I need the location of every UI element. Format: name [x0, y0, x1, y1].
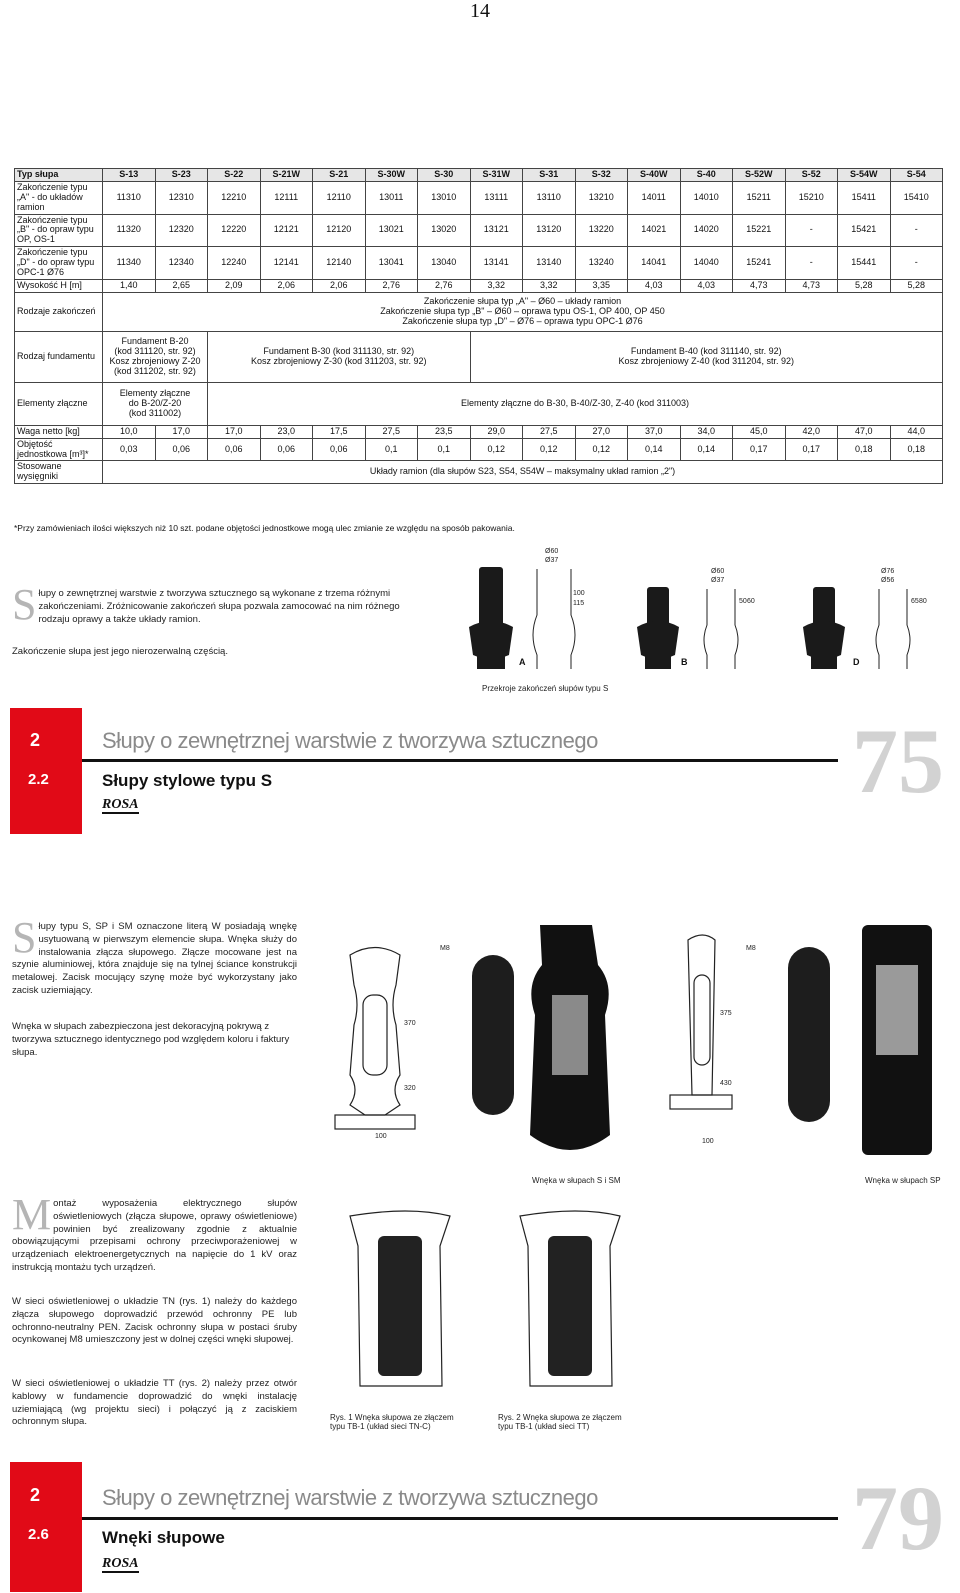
foundation-row [15, 331, 943, 382]
table-cell: 0,12 [470, 438, 523, 461]
table-cell: 12141 [260, 247, 313, 280]
row-header: Stosowane wysięgniki [15, 461, 103, 484]
dim-b4: 60 [747, 598, 755, 605]
column-header: S-21W [260, 169, 313, 182]
logo-text-79: ROSA [102, 1556, 139, 1571]
column-header: S-31 [523, 169, 576, 182]
table-cell: 29,0 [470, 425, 523, 438]
connector-figure-1 [378, 1236, 422, 1376]
table-cell: 13020 [418, 214, 471, 247]
table-cell: 47,0 [838, 425, 891, 438]
table-cell: 17,0 [155, 425, 208, 438]
table-cell: 45,0 [733, 425, 786, 438]
table-cell: 0,18 [838, 438, 891, 461]
table-cell: 13110 [523, 181, 576, 214]
assembly-paragraph-2: W sieci oświetleniowej o układzie TN (rys. 1) należy do każdego złącza słupowego doprowadzić przewód ochronny PE lub ochronno-neutralny PEN. Zacisk ochronny słupa w postaci śruby ocynkowanej M8 umieszczony jest w dolnej części wnęki słupowej. [12, 1296, 297, 1346]
brackets-row [15, 461, 943, 484]
table-cell: 12210 [208, 181, 261, 214]
section-rule-79 [82, 1517, 838, 1520]
assembly-paragraph-1: ontaż wyposażenia elektrycznego słupów oświetleniowych (złącza słupowe, oprawy oświetleniowe) powinien być zrealizowany zgodnie z aktualnie obowiązującymi przepisami ochrony przeciwporażeniowej w urządzeniach elektroenergetycznych na napięcie do 1 kV oraz instrukcją montażu tych urządzeń. [12, 1198, 297, 1274]
table-cell: 12120 [313, 214, 366, 247]
logo-text-75: ROSA [102, 797, 139, 812]
cover-s [472, 955, 514, 1115]
dim-b2: Ø37 [711, 577, 725, 584]
column-header: S-13 [103, 169, 156, 182]
dim-b1: Ø60 [711, 568, 725, 575]
table-cell: 14010 [680, 181, 733, 214]
dim-b3: 50 [739, 598, 747, 605]
column-header: S-30 [418, 169, 471, 182]
table-cell: 13210 [575, 181, 628, 214]
table-cell: - [890, 214, 943, 247]
intro-text [12, 580, 412, 629]
ending-line: Zakończenie słupa typ „D" – Ø76 – oprawa typu OPC-1 Ø76 [402, 315, 643, 326]
row-header: Zakończenie typu „B" - do opraw typu OP, OS-1 [15, 214, 103, 247]
table-cell: 0,12 [523, 438, 576, 461]
table-cell: 13041 [365, 247, 418, 280]
column-header: S-23 [155, 169, 208, 182]
assembly-text [12, 1190, 297, 1275]
table-cell: 34,0 [680, 425, 733, 438]
connect-b20 [103, 382, 208, 425]
table-cell: 14041 [628, 247, 681, 280]
label-a: A [519, 657, 526, 667]
dim-d4: 80 [919, 598, 927, 605]
table-cell: 14040 [680, 247, 733, 280]
table-cell: 13040 [418, 247, 471, 280]
table-cell: 15210 [785, 181, 838, 214]
table-cell: 3,32 [470, 279, 523, 292]
ending-line: Zakończenie słupa typ „A" – Ø60 – układy ramion [423, 295, 622, 306]
table-cell: 14020 [680, 214, 733, 247]
foundation-b30 [208, 331, 471, 382]
section-rule-75 [82, 759, 838, 762]
table-cell: 27,0 [575, 425, 628, 438]
table-cell: 12140 [313, 247, 366, 280]
table-cell: 17,5 [313, 425, 366, 438]
pole-base-a [477, 655, 505, 669]
table-cell: 2,06 [313, 279, 366, 292]
table-cell: 0,12 [575, 438, 628, 461]
section-title-75: Słupy o zewnętrznej warstwie z tworzywa sztucznego [102, 728, 598, 753]
table-cell: 3,35 [575, 279, 628, 292]
row-header: Waga netto [kg] [15, 425, 103, 438]
rosa-logo-79 [102, 1556, 139, 1572]
pole-base-s [335, 1115, 415, 1129]
row-header: Rodzaje zakończeń [15, 292, 103, 331]
dropcap: S [12, 580, 37, 629]
column-header: S-21 [313, 169, 366, 182]
table-cell: 13141 [470, 247, 523, 280]
table-cell: 0,18 [890, 438, 943, 461]
column-header: S-52W [733, 169, 786, 182]
table-cell: - [785, 247, 838, 280]
table-cell: 15421 [838, 214, 891, 247]
cell-line: Fundament B-30 (kod 311130, str. 92) [263, 345, 415, 356]
cell-line: (kod 311202, str. 92) [114, 365, 196, 376]
banner-number-75: 2 [30, 730, 41, 750]
section-title-79: Słupy o zewnętrznej warstwie z tworzywa sztucznego [102, 1485, 598, 1510]
figure-2-caption: Rys. 2 Wnęka słupowa ze złączem typu TB-1 (układ sieci TT) [498, 1413, 622, 1431]
dim-a3: 100 [573, 590, 585, 597]
dim-a4: 115 [573, 600, 585, 607]
banner-number-79: 2 [30, 1485, 41, 1505]
cell-line: Kosz zbrojeniowy Z-40 (kod 311204, str. 92) [618, 355, 794, 366]
table-cell: 15221 [733, 214, 786, 247]
section-a [533, 569, 575, 669]
table-cell: 10,0 [103, 425, 156, 438]
dim-370: 370 [404, 1020, 416, 1027]
table-row [15, 214, 943, 247]
table-cell: 2,76 [365, 279, 418, 292]
table-cell: 12340 [155, 247, 208, 280]
table-row [15, 279, 943, 292]
table-cell: 23,5 [418, 425, 471, 438]
table-cell: 11310 [103, 181, 156, 214]
table-cell: 12240 [208, 247, 261, 280]
foundation-b20 [103, 331, 208, 382]
table-cell: 4,03 [680, 279, 733, 292]
table-cell: 12111 [260, 181, 313, 214]
pole-outline-sp [688, 935, 715, 1095]
label-d: D [853, 657, 860, 667]
table-row [15, 181, 943, 214]
dim-d3: 65 [911, 598, 919, 605]
dim-100-sp: 100 [702, 1138, 714, 1145]
table-cell: 4,73 [785, 279, 838, 292]
cell-line: do B-20/Z-20 [128, 397, 182, 408]
table-cell: 0,17 [733, 438, 786, 461]
column-header: S-52 [785, 169, 838, 182]
table-cell: 2,09 [208, 279, 261, 292]
assembly-paragraph-3: W sieci oświetleniowej o układzie TT (rys. 2) należy przez otwór kablowy w fundamencie doprowadzić do wnęki instalację uziemiającą (wg projektu sieci) i połączyć ją z zaciskiem ochronnym słupa. [12, 1378, 297, 1428]
cell-line: (kod 311002) [128, 407, 182, 418]
table-header-row [15, 169, 943, 182]
table-cell: 13121 [470, 214, 523, 247]
table-cell: 2,76 [418, 279, 471, 292]
table-footnote: *Przy zamówieniach ilości większych niż 10 szt. podane objętości jednostkowe mogą ulec zmianie ze względu na sposób pakowania. [14, 523, 515, 533]
column-header: S-40 [680, 169, 733, 182]
table-cell: 15411 [838, 181, 891, 214]
endings-row [15, 292, 943, 331]
table-cell: 4,73 [733, 279, 786, 292]
intro-paragraph: łupy o zewnętrznej warstwie z tworzywa sztucznego są wykonane z trzema różnymi zakończeniami. Zróżnicowanie zakończeń słupa pozwala zamocować na nim różnego rodzaju oprawy a także układy ramion. [38, 588, 400, 625]
table-cell: 15211 [733, 181, 786, 214]
recess-paragraph-1: łupy typu S, SP i SM oznaczone literą W posiadają wnękę usytuowaną w pierwszym elemencie słupa. Wnęka służy do instalowania złącza słupowego. Złącze mocowane jest na szynie aluminiowej, która znajduje się na tylnej ściance konstrukcji metalowej. Zacisk mocujący szynę może być wykorzystany jako zacisk uziemiający. [12, 921, 297, 997]
table-cell: - [890, 247, 943, 280]
table-cell: 15441 [838, 247, 891, 280]
row-header: Elementy złączne [15, 382, 103, 425]
caption-recess-sp: Wnęka w słupach SP [865, 1176, 941, 1185]
row-header: Zakończenie typu „D" - do opraw typu OPC-1 Ø76 [15, 247, 103, 280]
dropcap-s: S [12, 913, 37, 962]
table-cell: 13011 [365, 181, 418, 214]
pole-base-d [811, 655, 837, 669]
volume-row [15, 438, 943, 461]
table-cell: 23,0 [260, 425, 313, 438]
table-cell: 14021 [628, 214, 681, 247]
section-subtitle-79: Wnęki słupowe [102, 1528, 225, 1547]
dim-m8-s: M8 [440, 945, 450, 952]
table-cell: 27,5 [365, 425, 418, 438]
row-header: Rodzaj fundamentu [15, 331, 103, 382]
recess-opening-s [363, 995, 387, 1075]
specs-table [14, 168, 943, 484]
intro-note: Zakończenie słupa jest jego nierozerwalną częścią. [12, 646, 228, 657]
table-cell: 13240 [575, 247, 628, 280]
table-cell: 37,0 [628, 425, 681, 438]
column-header: S-54W [838, 169, 891, 182]
column-header: S-22 [208, 169, 261, 182]
row-header: Wysokość H [m] [15, 279, 103, 292]
table-cell: 11320 [103, 214, 156, 247]
table-cell: 5,28 [838, 279, 891, 292]
dim-d2: Ø56 [881, 577, 895, 584]
recess-drawings [330, 925, 950, 1185]
dim-d1: Ø76 [881, 568, 895, 575]
cell-line: Kosz zbrojeniowy Z-20 [109, 355, 201, 366]
endings-cell [103, 292, 943, 331]
column-header: S-54 [890, 169, 943, 182]
caption-recess-s: Wnęka w słupach S i SM [532, 1176, 621, 1185]
column-header: S-40W [628, 169, 681, 182]
table-cell: 1,40 [103, 279, 156, 292]
table-cell: 13010 [418, 181, 471, 214]
table-cell: 44,0 [890, 425, 943, 438]
section-d [876, 589, 910, 669]
table-cell: 12110 [313, 181, 366, 214]
table-cell: 13220 [575, 214, 628, 247]
table-cell: 12121 [260, 214, 313, 247]
banner-subnumber-75: 2.2 [28, 771, 49, 788]
recess-paragraph-2: Wnęka w słupach zabezpieczona jest dekoracyjną pokrywą z tworzywa sztucznego identycznego pod względem koloru i faktury słupa. [12, 1021, 290, 1058]
endings-caption: Przekroje zakończeń słupów typu S [482, 684, 609, 693]
label-b: B [681, 657, 688, 667]
table-cell: 11340 [103, 247, 156, 280]
table-cell: 0,14 [628, 438, 681, 461]
table-cell: 2,65 [155, 279, 208, 292]
column-header: S-32 [575, 169, 628, 182]
pole-top-a [479, 567, 503, 627]
table-cell: 5,28 [890, 279, 943, 292]
weight-row [15, 425, 943, 438]
wiring-figures [330, 1206, 630, 1416]
recess-opening-sp [694, 975, 710, 1065]
pole-outline-s [350, 948, 400, 1116]
connector-photo-sp [876, 965, 918, 1055]
table-cell: 15410 [890, 181, 943, 214]
row-header: Typ słupa [15, 169, 103, 182]
table-row [15, 247, 943, 280]
section-subtitle-75: Słupy stylowe typu S [102, 771, 273, 790]
table-cell: 13120 [523, 214, 576, 247]
pole-collar-b [637, 621, 679, 659]
connector-figure-2 [548, 1236, 592, 1376]
dim-375: 375 [720, 1010, 732, 1017]
row-header: Zakończenie typu „A" - do układów ramion [15, 181, 103, 214]
table-cell: 13111 [470, 181, 523, 214]
table-cell: 12220 [208, 214, 261, 247]
table-cell: 4,03 [628, 279, 681, 292]
table-cell: 0,1 [365, 438, 418, 461]
table-cell: 0,1 [418, 438, 471, 461]
table-cell: 2,06 [260, 279, 313, 292]
pole-endings-drawing [455, 545, 935, 695]
table-cell: 14011 [628, 181, 681, 214]
dim-430: 430 [720, 1080, 732, 1087]
big-page-number-75: 75 [852, 710, 944, 812]
figure-1-caption: Rys. 1 Wnęka słupowa ze złączem typu TB-1 (układ sieci TN-C) [330, 1413, 454, 1431]
page-number: 14 [470, 0, 490, 22]
banner-subnumber-79: 2.6 [28, 1526, 49, 1543]
pole-collar-a [469, 621, 513, 659]
connect-row [15, 382, 943, 425]
table-cell: 0,06 [260, 438, 313, 461]
table-cell: - [785, 214, 838, 247]
column-header: S-30W [365, 169, 418, 182]
pole-base-sp [670, 1095, 732, 1109]
table-cell: 12320 [155, 214, 208, 247]
big-page-number-79: 79 [852, 1467, 944, 1569]
table-cell: 27,5 [523, 425, 576, 438]
dim-a1: Ø60 [545, 548, 559, 555]
column-header: S-31W [470, 169, 523, 182]
table-cell: 15241 [733, 247, 786, 280]
table-cell: 42,0 [785, 425, 838, 438]
dim-320: 320 [404, 1085, 416, 1092]
brackets-cell: Układy ramion (dla słupów S23, S54, S54W – maksymalny układ ramion „2") [103, 461, 943, 484]
table-cell: 0,14 [680, 438, 733, 461]
cell-line: (kod 311120, str. 92) [114, 345, 196, 356]
dim-a2: Ø37 [545, 557, 559, 564]
table-cell: 17,0 [208, 425, 261, 438]
table-cell: 13021 [365, 214, 418, 247]
dropcap-m: M [12, 1190, 52, 1239]
table-cell: 12310 [155, 181, 208, 214]
cell-line: Fundament B-40 (kod 311140, str. 92) [630, 345, 782, 356]
row-header: Objętość jednostkowa [m³]* [15, 438, 103, 461]
table-cell: 3,32 [523, 279, 576, 292]
cover-sp [788, 947, 830, 1122]
table-cell: 0,06 [313, 438, 366, 461]
table-cell: 0,06 [208, 438, 261, 461]
dim-m8-sp: M8 [746, 945, 756, 952]
rosa-logo-75 [102, 797, 139, 813]
connector-photo-s [552, 995, 588, 1075]
table-cell: 0,06 [155, 438, 208, 461]
cell-line: Elementy złączne [119, 387, 191, 398]
pole-base-b [645, 655, 671, 669]
section-b [704, 589, 738, 669]
foundation-b40 [470, 331, 943, 382]
recess-text [12, 913, 297, 998]
table-cell: 0,03 [103, 438, 156, 461]
cell-line: Kosz zbrojeniowy Z-30 (kod 311203, str. 92) [251, 355, 427, 366]
table-cell: 0,17 [785, 438, 838, 461]
table-cell: 13140 [523, 247, 576, 280]
pole-collar-d [803, 621, 845, 659]
connect-b30-b40: Elementy złączne do B-30, B-40/Z-30, Z-40 (kod 311003) [208, 382, 943, 425]
cell-line: Fundament B-20 [121, 336, 189, 347]
dim-100-s: 100 [375, 1133, 387, 1140]
ending-line: Zakończenie słupa typ „B" – Ø60 – oprawa typu OS-1, OP 400, OP 450 [380, 305, 665, 316]
